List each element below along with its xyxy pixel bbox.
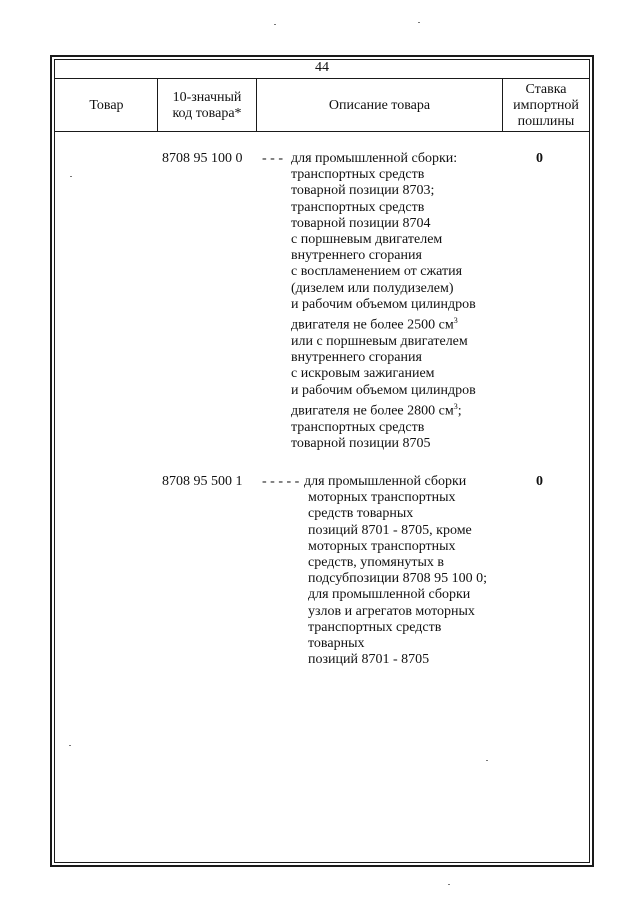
row-1-code: 8708 95 100 0	[162, 151, 243, 166]
header-rate-line2: импортной	[513, 98, 579, 113]
row-1-line: (дизелем или полудизелем)	[291, 280, 454, 296]
row-2-line: для промышленной сборки	[308, 587, 471, 603]
header-code-line1: 10-значный	[172, 90, 242, 105]
row-1-line: транспортных средств	[291, 419, 425, 435]
scan-speck	[448, 884, 450, 885]
row-2-line: узлов и агрегатов моторных	[308, 603, 475, 619]
row-1-line: внутреннего сгорания	[291, 248, 422, 264]
scan-speck	[418, 22, 420, 23]
row-2-line: средств товарных	[308, 506, 414, 522]
row-1-line: транспортных средств	[291, 167, 425, 183]
header-code-line2: код товара*	[172, 106, 242, 121]
row-2-line: моторных транспортных	[308, 538, 456, 554]
row-1-line: товарной позиции 8703;	[291, 183, 435, 199]
row-1-description	[291, 151, 476, 452]
row-2-description	[304, 474, 488, 668]
row-1-line: транспортных средств	[291, 199, 425, 215]
row-1-line-text: двигателя не более 2500 см	[291, 317, 454, 333]
row-2-line: подсубпозиции 8708 95 100 0;	[308, 571, 488, 587]
row-1-line-with-sup	[291, 313, 476, 334]
row-1-sup-1: 3	[453, 316, 458, 326]
row-1-dashes: - - -	[262, 151, 283, 166]
scan-speck	[486, 760, 488, 761]
row-2-line: транспортных средств	[308, 619, 442, 635]
row-1-line: товарной позиции 8704	[291, 215, 431, 231]
page-number: 44	[315, 60, 329, 75]
scan-speck	[274, 24, 276, 25]
row-2-rate: 0	[536, 474, 543, 489]
header-rate-line1: Ставка	[525, 82, 567, 97]
row-1-line: и рабочим объемом цилиндров	[291, 382, 476, 398]
header-description: Описание товара	[328, 98, 431, 113]
row-2-line: позиций 8701 - 8705	[308, 652, 430, 668]
scan-speck	[69, 745, 71, 746]
row-2-line: позиций 8701 - 8705, кроме	[308, 522, 472, 538]
row-2-code: 8708 95 500 1	[162, 474, 243, 489]
row-1-line: с воспламенением от сжатия	[291, 264, 463, 280]
row-2-dashes: - - - - -	[262, 474, 300, 489]
row-1-rate: 0	[536, 151, 543, 166]
page-number-rule	[55, 78, 589, 79]
header-bottom-rule	[55, 131, 589, 132]
row-2-line: товарных	[308, 636, 365, 652]
scan-speck	[70, 176, 72, 177]
row-2-line: моторных транспортных	[308, 490, 456, 506]
row-1-semicolon: ;	[457, 403, 462, 419]
header-goods: Товар	[89, 98, 124, 113]
row-1-line-text: двигателя не более 2800 см	[291, 403, 454, 419]
row-1-line: и рабочим объемом цилиндров	[291, 296, 476, 312]
row-2-line: средств, упомянутых в	[308, 555, 444, 571]
row-1-line: товарной позиции 8705	[291, 435, 431, 451]
row-2-line: для промышленной сборки	[304, 474, 467, 489]
row-1-sup-2: 3	[453, 401, 458, 411]
row-1-line: внутреннего сгорания	[291, 350, 422, 366]
row-1-line: или с поршневым двигателем	[291, 333, 468, 349]
row-1-line: для промышленной сборки:	[291, 151, 458, 166]
row-1-line: с искровым зажиганием	[291, 366, 435, 382]
row-1-line-with-sup	[291, 399, 476, 420]
row-1-line: с поршневым двигателем	[291, 232, 443, 248]
header-rate-line3: пошлины	[517, 114, 575, 129]
